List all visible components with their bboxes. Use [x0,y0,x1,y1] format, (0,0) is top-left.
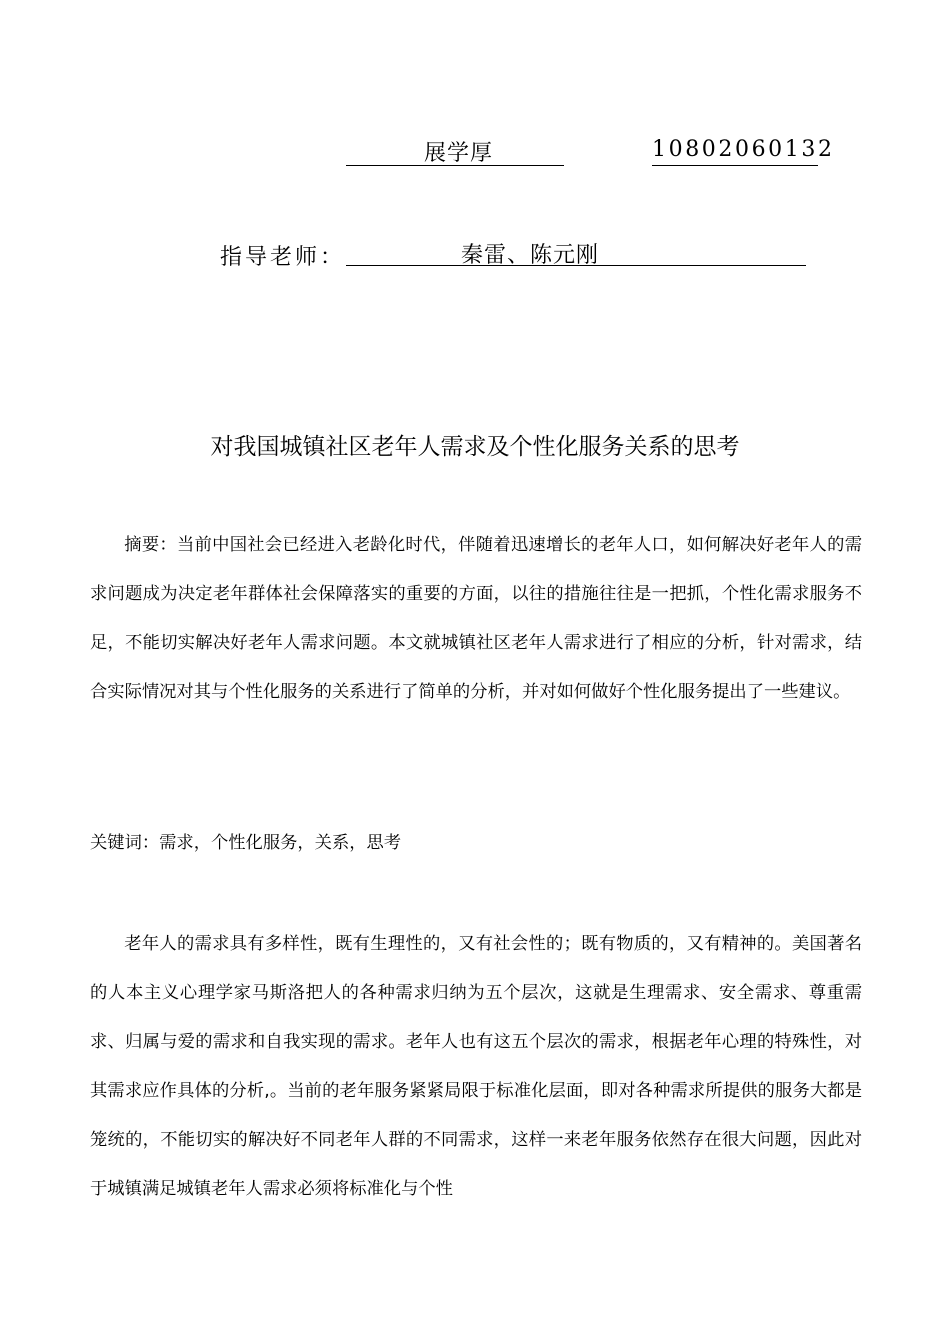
document-title: 对我国城镇社区老年人需求及个性化服务关系的思考 [210,434,740,460]
advisor-label: 指导老师： [220,245,346,270]
student-name: 展学厚 [424,141,494,166]
body-paragraph [90,920,862,1214]
abstract-text: 摘要：当前中国社会已经进入老龄化时代，伴随着迅速增长的老年人口，如何解决好老年人的需求问题成为决定老年群体社会保障落实的重要的方面，以往的措施往往是一把抓，个性化需求服务不足，不能切实解决好老年人需求问题。本文就城镇社区老年人需求进行了相应的分析，针对需求，结合实际情况对其与个性化服务的关系进行了简单的分析，并对如何做好个性化服务提出了一些建议。 [90,535,862,702]
body-text: 老年人的需求具有多样性，既有生理性的，又有社会性的；既有物质的，又有精神的。美国著名的人本主义心理学家马斯洛把人的各种需求归纳为五个层次，这就是生理需求、安全需求、尊重需求、归属与爱的需求和自我实现的需求。老年人也有这五个层次的需求，根据老年心理的特殊性，对其需求应作具体的分析,。当前的老年服务紧紧局限于标准化层面，即对各种需求所提供的服务大都是笼统的，不能切实的解决好不同老年人群的不同需求，这样一来老年服务依然存在很大问题，因此对于城镇满足城镇老年人需求必须将标准化与个性 [90,934,862,1199]
abstract-paragraph [90,521,862,717]
advisor-names: 秦雷、陈元刚 [461,243,600,268]
student-id: 10802060132 [652,137,835,162]
keywords-line: 关键词：需求，个性化服务，关系，思考 [90,833,402,853]
